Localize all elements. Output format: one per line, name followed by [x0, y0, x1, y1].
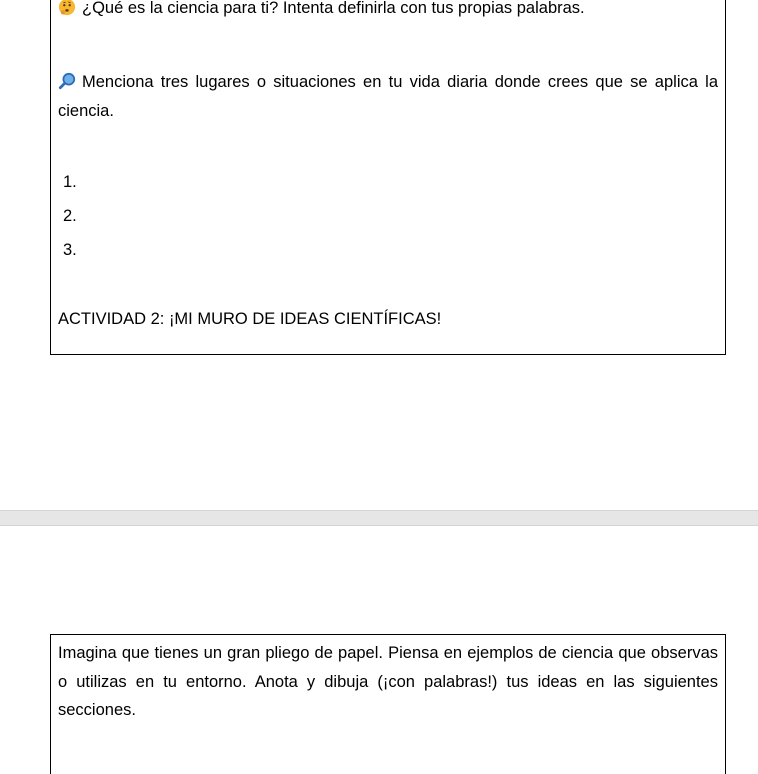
- thinking-face-icon: [58, 0, 76, 16]
- question-2-text: Menciona tres lugares o situaciones en tu vida diaria donde crees que se aplica la ciencia.: [58, 73, 718, 120]
- instructions-box: [50, 634, 726, 774]
- question-paragraph-1: [58, 0, 718, 23]
- instructions-paragraph: Imagina que tienes un gran pliego de papel. Piensa en ejemplos de ciencia que observas o utilizas en tu entorno. Anota y dibuja (¡con palabras!) tus ideas en las siguientes secciones.: [58, 644, 718, 719]
- question-1-text: ¿Qué es la ciencia para ti? Intenta definirla con tus propias palabras.: [82, 0, 585, 17]
- activity-heading: ACTIVIDAD 2: ¡MI MURO DE IDEAS CIENTÍFICAS!: [58, 310, 442, 328]
- document-page-2: [0, 526, 758, 735]
- question-box: [50, 0, 726, 355]
- page-separator: [0, 510, 758, 526]
- list-item: 1.: [63, 173, 77, 191]
- list-item: 2.: [63, 207, 77, 225]
- question-paragraph-2: [58, 68, 718, 126]
- list-item: 3.: [63, 241, 77, 259]
- magnifying-glass-icon: [58, 72, 76, 90]
